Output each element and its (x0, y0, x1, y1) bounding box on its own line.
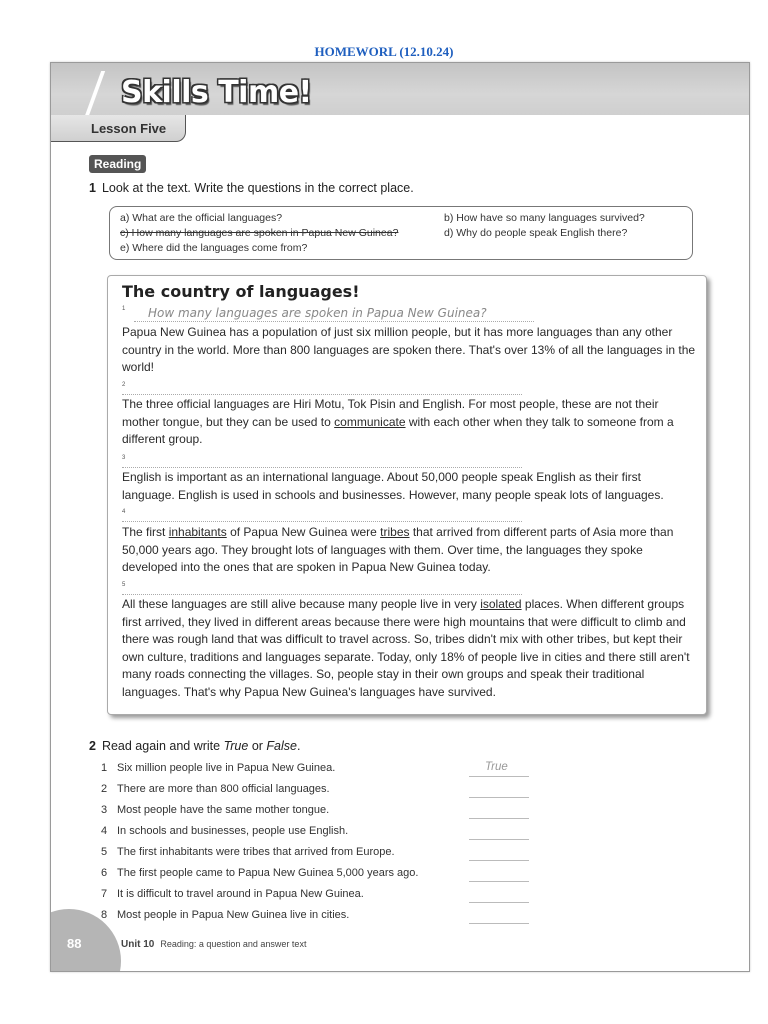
tf-statement-5 (101, 846, 395, 858)
question-options-box (109, 206, 693, 260)
option-c-struck: c) How many languages are spoken in Papua New Guinea? (120, 227, 399, 239)
tf-answer-line-7[interactable] (469, 902, 529, 903)
paragraph-3: English is important as an international language. About 50,000 people speak English as their first language. English is used in schools and businesses. However, many people speak lots of languages. (122, 470, 664, 502)
tf-answer-line-8[interactable] (469, 923, 529, 924)
paragraph-4-text-a: The first (122, 525, 169, 539)
tf-text: Most people have the same mother tongue. (117, 804, 330, 816)
article-box (107, 275, 707, 715)
section-number-1: 1 (122, 306, 126, 312)
option-e: e) Where did the languages come from? (120, 242, 308, 254)
lesson-label: Lesson Five (91, 121, 167, 136)
tf-number: 6 (101, 867, 108, 879)
tf-number: 2 (101, 783, 108, 795)
paragraph-4-text-b: of Papua New Guinea were (226, 525, 381, 539)
tf-text: The first people came to Papua New Guinea 5,000 years ago. (117, 867, 419, 879)
answer-line-2[interactable] (122, 394, 522, 395)
paragraph-4 (122, 524, 697, 577)
underlined-word-communicate: communicate (334, 414, 406, 429)
question-2-heading (89, 739, 300, 753)
tf-number: 1 (101, 762, 108, 774)
tf-text: In schools and businesses, people use English. (117, 825, 349, 837)
answer-line-4[interactable] (122, 521, 522, 522)
section-number-5: 5 (122, 582, 126, 588)
question-1-instruction: Look at the text. Write the questions in the correct place. (101, 181, 414, 195)
answer-line-1[interactable] (134, 321, 534, 322)
answer-line-3[interactable] (122, 467, 522, 468)
option-a: a) What are the official languages? (120, 212, 283, 224)
paragraph-5-text-b: places. When different groups first arrived, they lived in different areas because there were high mountains that were difficult to climb and there was rough land that was difficult to travel across. So, tribes didn't mix with other tribes, but kept their own culture, traditions and languages separate. Today, only 18% of people live in cities and there still aren't many roads connecting the villages. So, people stay in their own groups and speak their traditional languages. That's why Papua New Guinea's languages have survived. (122, 597, 690, 699)
question-2-true-word: True (223, 739, 249, 753)
tf-number: 7 (101, 888, 108, 900)
tf-number: 8 (101, 909, 108, 921)
option-b: b) How have so many languages survived? (444, 212, 645, 224)
homework-title: HOMEWORL (12.10.24) (314, 44, 454, 59)
workbook-page (50, 62, 750, 972)
tf-text: It is difficult to travel around in Papua New Guinea. (117, 888, 364, 900)
tf-statement-8 (101, 909, 349, 921)
tf-number: 4 (101, 825, 108, 837)
question-2-instruction-a: Read again and write (101, 739, 224, 753)
footer-subtitle: Reading: a question and answer text (160, 939, 307, 949)
paragraph-5 (122, 596, 697, 701)
skills-time-title: Skills Time! (121, 75, 312, 110)
reading-badge: Reading (89, 155, 146, 173)
question-2-number: 2 (89, 739, 96, 753)
tf-text: Six million people live in Papua New Guinea. (117, 762, 336, 774)
paragraph-1: Papua New Guinea has a population of just six million people, but it has more languages than any other country in the world. More than 800 languages are spoken there. That's over 13% of all the languages in the world! (122, 325, 696, 374)
tf-statement-6 (101, 867, 418, 879)
article-title: The country of languages! (122, 282, 360, 301)
tf-number: 5 (101, 846, 108, 858)
paragraph-2-text-b: with each other when they talk to someone from a different group. (122, 414, 674, 446)
paragraph-2-text-a: The three official languages are Hiri Motu, Tok Pisin and English. For most people, these are not their mother tongue, but they can be used to (122, 397, 659, 429)
question-2-end: . (296, 739, 301, 753)
underlined-word-tribes: tribes (380, 525, 410, 539)
tf-text: The first inhabitants were tribes that arrived from Europe. (117, 846, 395, 858)
handwritten-answer-1: How many languages are spoken in Papua New Guinea? (148, 306, 487, 320)
page-number: 88 (67, 936, 82, 951)
tf-text: Most people in Papua New Guinea live in cities. (117, 909, 350, 921)
paragraph-4-text-c: that arrived from different parts of Asia more than 50,000 years ago. They brought lots of languages with them. Over time, the languages they spoke developed into the ones that are spoken in Papua New Guinea today. (122, 525, 674, 574)
paragraph-5-text-a: All these languages are still alive because many people live in very (122, 597, 481, 611)
page-footer (121, 939, 306, 950)
tf-answer-line-5[interactable] (469, 860, 529, 861)
footer-unit: Unit 10 (121, 939, 155, 950)
tf-statement-1 (101, 762, 335, 774)
section-number-3: 3 (122, 455, 126, 461)
tf-answer-1: True (485, 761, 508, 773)
tf-statement-3 (101, 804, 329, 816)
paragraph-2 (122, 396, 697, 449)
question-2-or: or (248, 739, 267, 753)
question-1-number: 1 (89, 181, 96, 195)
tf-answer-line-3[interactable] (469, 818, 529, 819)
tf-answer-line-2[interactable] (469, 797, 529, 798)
tf-number: 3 (101, 804, 108, 816)
section-number-4: 4 (122, 509, 126, 515)
underlined-word-isolated: isolated (480, 597, 522, 611)
question-2-false-word: False (266, 739, 297, 753)
tf-answer-line-4[interactable] (469, 839, 529, 840)
tf-statement-2 (101, 783, 330, 795)
tf-text: There are more than 800 official languages. (117, 783, 330, 795)
section-number-2: 2 (122, 382, 126, 388)
option-d: d) Why do people speak English there? (444, 227, 628, 239)
answer-line-5[interactable] (122, 594, 522, 595)
tf-statement-4 (101, 825, 348, 837)
question-1-heading (89, 181, 414, 195)
tf-answer-line-6[interactable] (469, 881, 529, 882)
tf-statement-7 (101, 888, 364, 900)
tf-answer-line-1[interactable] (469, 776, 529, 777)
underlined-word-inhabitants: inhabitants (168, 525, 227, 539)
